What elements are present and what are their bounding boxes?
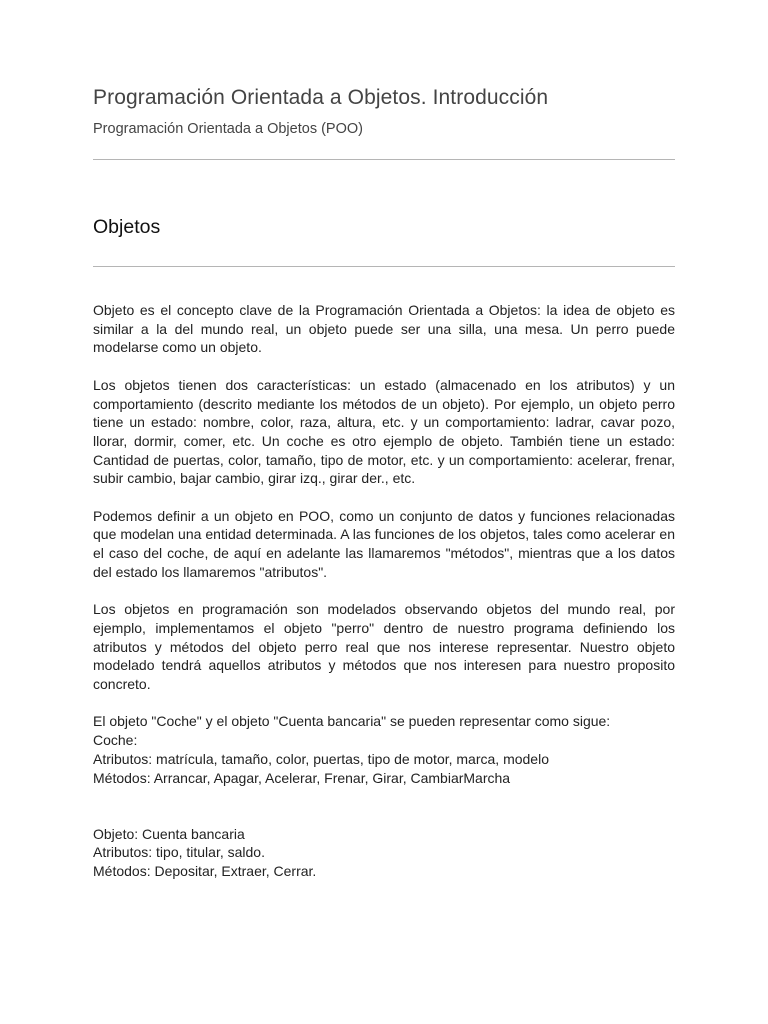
cuenta-atributos: Atributos: tipo, titular, saldo. — [93, 844, 265, 861]
page-subtitle: Programación Orientada a Objetos (POO) — [93, 121, 363, 137]
coche-label: Coche: — [93, 732, 138, 749]
coche-metodos: Métodos: Arrancar, Apagar, Acelerar, Frenar, Girar, CambiarMarcha — [93, 769, 511, 786]
example-intro: El objeto "Coche" y el objeto "Cuenta bancaria" se pueden representar como sigue: — [93, 713, 611, 730]
header-divider — [93, 159, 675, 160]
body-text — [93, 301, 675, 881]
cuenta-metodos: Métodos: Depositar, Extraer, Cerrar. — [93, 863, 317, 880]
paragraph-2: Los objetos tienen dos características: un estado (almacenado en los atributos) y un comportamiento (descrito mediante los métodos de un objeto). Por ejemplo, un objeto perro tiene un estado: nombre, color, raza, altura, etc. y un comportamiento: ladrar, cavar pozo, llorar, dormir, comer, etc. Un coche es otro ejemplo de objeto. También tiene un estado: Cantidad de puertas, color, tamaño, tipo de motor, etc. y un comportamiento: acelerar, frenar, subir cambio, bajar cambio, girar izq., girar der., etc. — [93, 376, 675, 487]
paragraph-1: Objeto es el concepto clave de la Programación Orientada a Objetos: la idea de objeto es similar a la del mundo real, un objeto puede ser una silla, una mesa. Un perro puede modelarse como un objeto. — [93, 302, 675, 356]
paragraph-3: Podemos definir a un objeto en POO, como un conjunto de datos y funciones relacionadas que modelan una entidad determinada. A las funciones de los objetos, tales como acelerar en el caso del coche, de aquí en adelante las llamaremos "métodos", mientras que a los datos del estado los llamaremos "atributos". — [93, 507, 675, 580]
section-heading: Objetos — [93, 216, 161, 238]
example-spacer — [93, 787, 675, 824]
page-title: Programación Orientada a Objetos. Introducción — [93, 86, 549, 109]
section-divider — [93, 266, 675, 267]
coche-atributos: Atributos: matrícula, tamaño, color, puertas, tipo de motor, marca, modelo — [93, 750, 549, 767]
cuenta-label: Objeto: Cuenta bancaria — [93, 825, 245, 842]
paragraph-4: Los objetos en programación son modelados observando objetos del mundo real, por ejemplo, implementamos el objeto "perro" dentro de nuestro programa definiendo los atributos y métodos del objeto perro real que nos interese representar. Nuestro objeto modelado tendrá aquellos atributos y métodos que nos interesen para nuestro proposito concreto. — [93, 601, 675, 693]
